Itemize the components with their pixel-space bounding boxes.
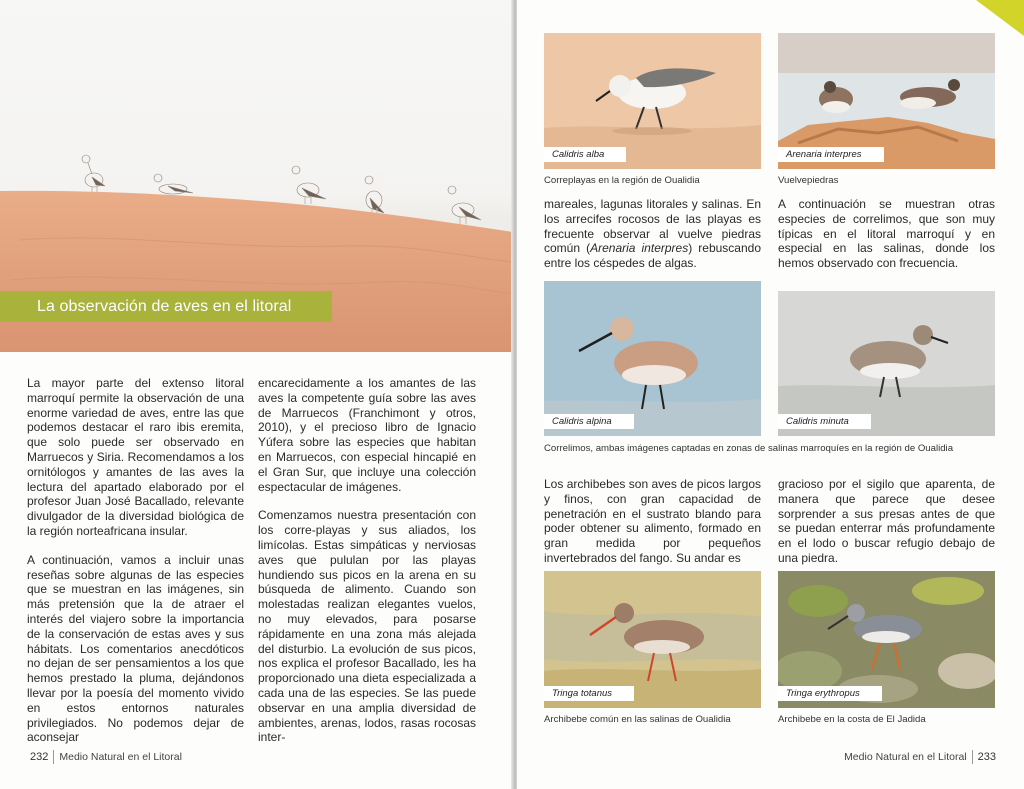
- page-footer-left: [30, 750, 182, 764]
- text-block-a: [544, 197, 761, 285]
- paragraph: gracioso por el sigilo que aparenta, de manera que parece que desee sorprender a sus presas antes de que se puedan enterrar más profundamente en el lodo o buscar refugio debajo de una piedra.: [778, 477, 995, 565]
- gull-2: [154, 174, 193, 194]
- photo-tringa-erythropus: [778, 571, 995, 708]
- text-column-2: [258, 376, 476, 759]
- page-number: 232: [30, 751, 49, 763]
- paragraph: La mayor parte del extenso litoral marroquí permite la observación de una enorme variedad de aves, entre las que podemos destacar el raro ibis eremita, que solo puede ser observado en Marruecos y Siria. Recomendamos a los ornitólogos y amantes de las aves la lectura del apartado elaborado por el profesor Juan José Bacallado, relevante divulgador de la diversidad biológica de la región norteafricana insular.: [27, 376, 244, 538]
- text-block-c: [544, 477, 761, 580]
- species-label: Tringa totanus: [544, 686, 634, 701]
- text-block-b: [778, 197, 995, 285]
- right-page: [517, 0, 1024, 789]
- paragraph: A continuación se muestran otras especies de correlimos, que son muy típicas en el litoral marroquí y en especial en las salinas, donde los hemos observado con frecuencia.: [778, 197, 995, 271]
- paragraph: mareales, lagunas litorales y salinas. En los arrecifes rocosos de las playas es frecuente observar al vuelve piedras común (Arenaria interpres) rebuscando entre los céspedes de algas.: [544, 197, 761, 271]
- text-column-1: [27, 376, 244, 759]
- species-label: Calidris alpina: [544, 414, 634, 429]
- species-label: Arenaria interpres: [778, 147, 884, 162]
- folio-divider: [972, 750, 973, 764]
- paragraph: Los archibebes son aves de picos largos y finos, con gran capacidad de penetración en el sustrato blando para poder obtener su alimento, formado en gran medida por pequeños invertebrados del fango. Su andar es: [544, 477, 761, 565]
- running-head: Medio Natural en el Litoral: [844, 751, 967, 763]
- page-number: 233: [977, 751, 996, 763]
- text-block-d: [778, 477, 995, 580]
- photo-tringa-totanus: [544, 571, 761, 708]
- section-title: La observación de aves en el litoral: [0, 291, 332, 322]
- photo-calidris-alpina: [544, 281, 761, 436]
- paragraph: A continuación, vamos a incluir unas reseñas sobre algunas de las especies que se muestran en las imágenes, sin más pretensión que la de atraer el interés del viajero sobre la importancia de la conservación de estas aves y sus hábitats. Los comentarios anecdóticos no dejan de ser pensamientos a los que hemos prestado la pluma, dejándonos llevar por la poesía del momento vivido en estos entornos naturales privilegiados. No podemos dejar de aconsejar: [27, 552, 244, 745]
- caption-tringa-erythropus: Archibebe en la costa de El Jadida: [778, 714, 926, 725]
- paragraph: encarecidamente a los amantes de las aves la competente guía sobre las aves de Marruecos (Franchimont y otros, 2010), y el precioso libro de Ignacio Yúfera sobre las especies que habitan en Marruecos, con especial hincapié en el Gran Sur, que incluye una colección espectacular de imágenes.: [258, 376, 476, 494]
- corner-tab-icon: [976, 0, 1024, 36]
- caption-calidris-alba: Correplayas en la región de Oualidia: [544, 175, 700, 186]
- species-label: Calidris minuta: [778, 414, 871, 429]
- running-head: Medio Natural en el Litoral: [59, 751, 182, 763]
- photo-calidris-minuta: [778, 291, 995, 436]
- paragraph: Comenzamos nuestra presentación con los corre-playas y sus aliados, los limícolas. Estas simpáticas y nerviosas aves que pululan por las playas hundiendo sus picos en la arena en su búsqueda de alimento. Cuando son molestadas realizan elegantes vuelos, no muy elevados, para posarse rápidamente en una zona más alejada del disturbio. La evolución de sus picos, nos explica el profesor Bacallado, les ha proporcionado una dieta especializada a cada una de las especies. Se las puede observar en una amplia diversidad de ambientes, arenas, lodos, rasas rocosas inter-: [258, 508, 476, 745]
- gull-3: [292, 166, 326, 199]
- caption-correlimos: Correlimos, ambas imágenes captadas en zonas de salinas marroquíes en la región de Oualidia: [544, 443, 954, 454]
- caption-tringa-totanus: Archibebe común en las salinas de Oualidia: [544, 714, 731, 725]
- species-label: Calidris alba: [544, 147, 626, 162]
- photo-arenaria-interpres: [778, 33, 995, 169]
- caption-arenaria-interpres: Vuelvepiedras: [778, 175, 839, 186]
- folio-divider: [53, 750, 54, 764]
- gull-1: [82, 155, 105, 187]
- species-label: Tringa erythropus: [778, 686, 882, 701]
- page-footer-right: [844, 750, 996, 764]
- species-name: Arenaria interpres: [590, 241, 689, 256]
- photo-calidris-alba: [544, 33, 761, 169]
- gull-5: [448, 186, 481, 220]
- gull-4: [365, 176, 384, 213]
